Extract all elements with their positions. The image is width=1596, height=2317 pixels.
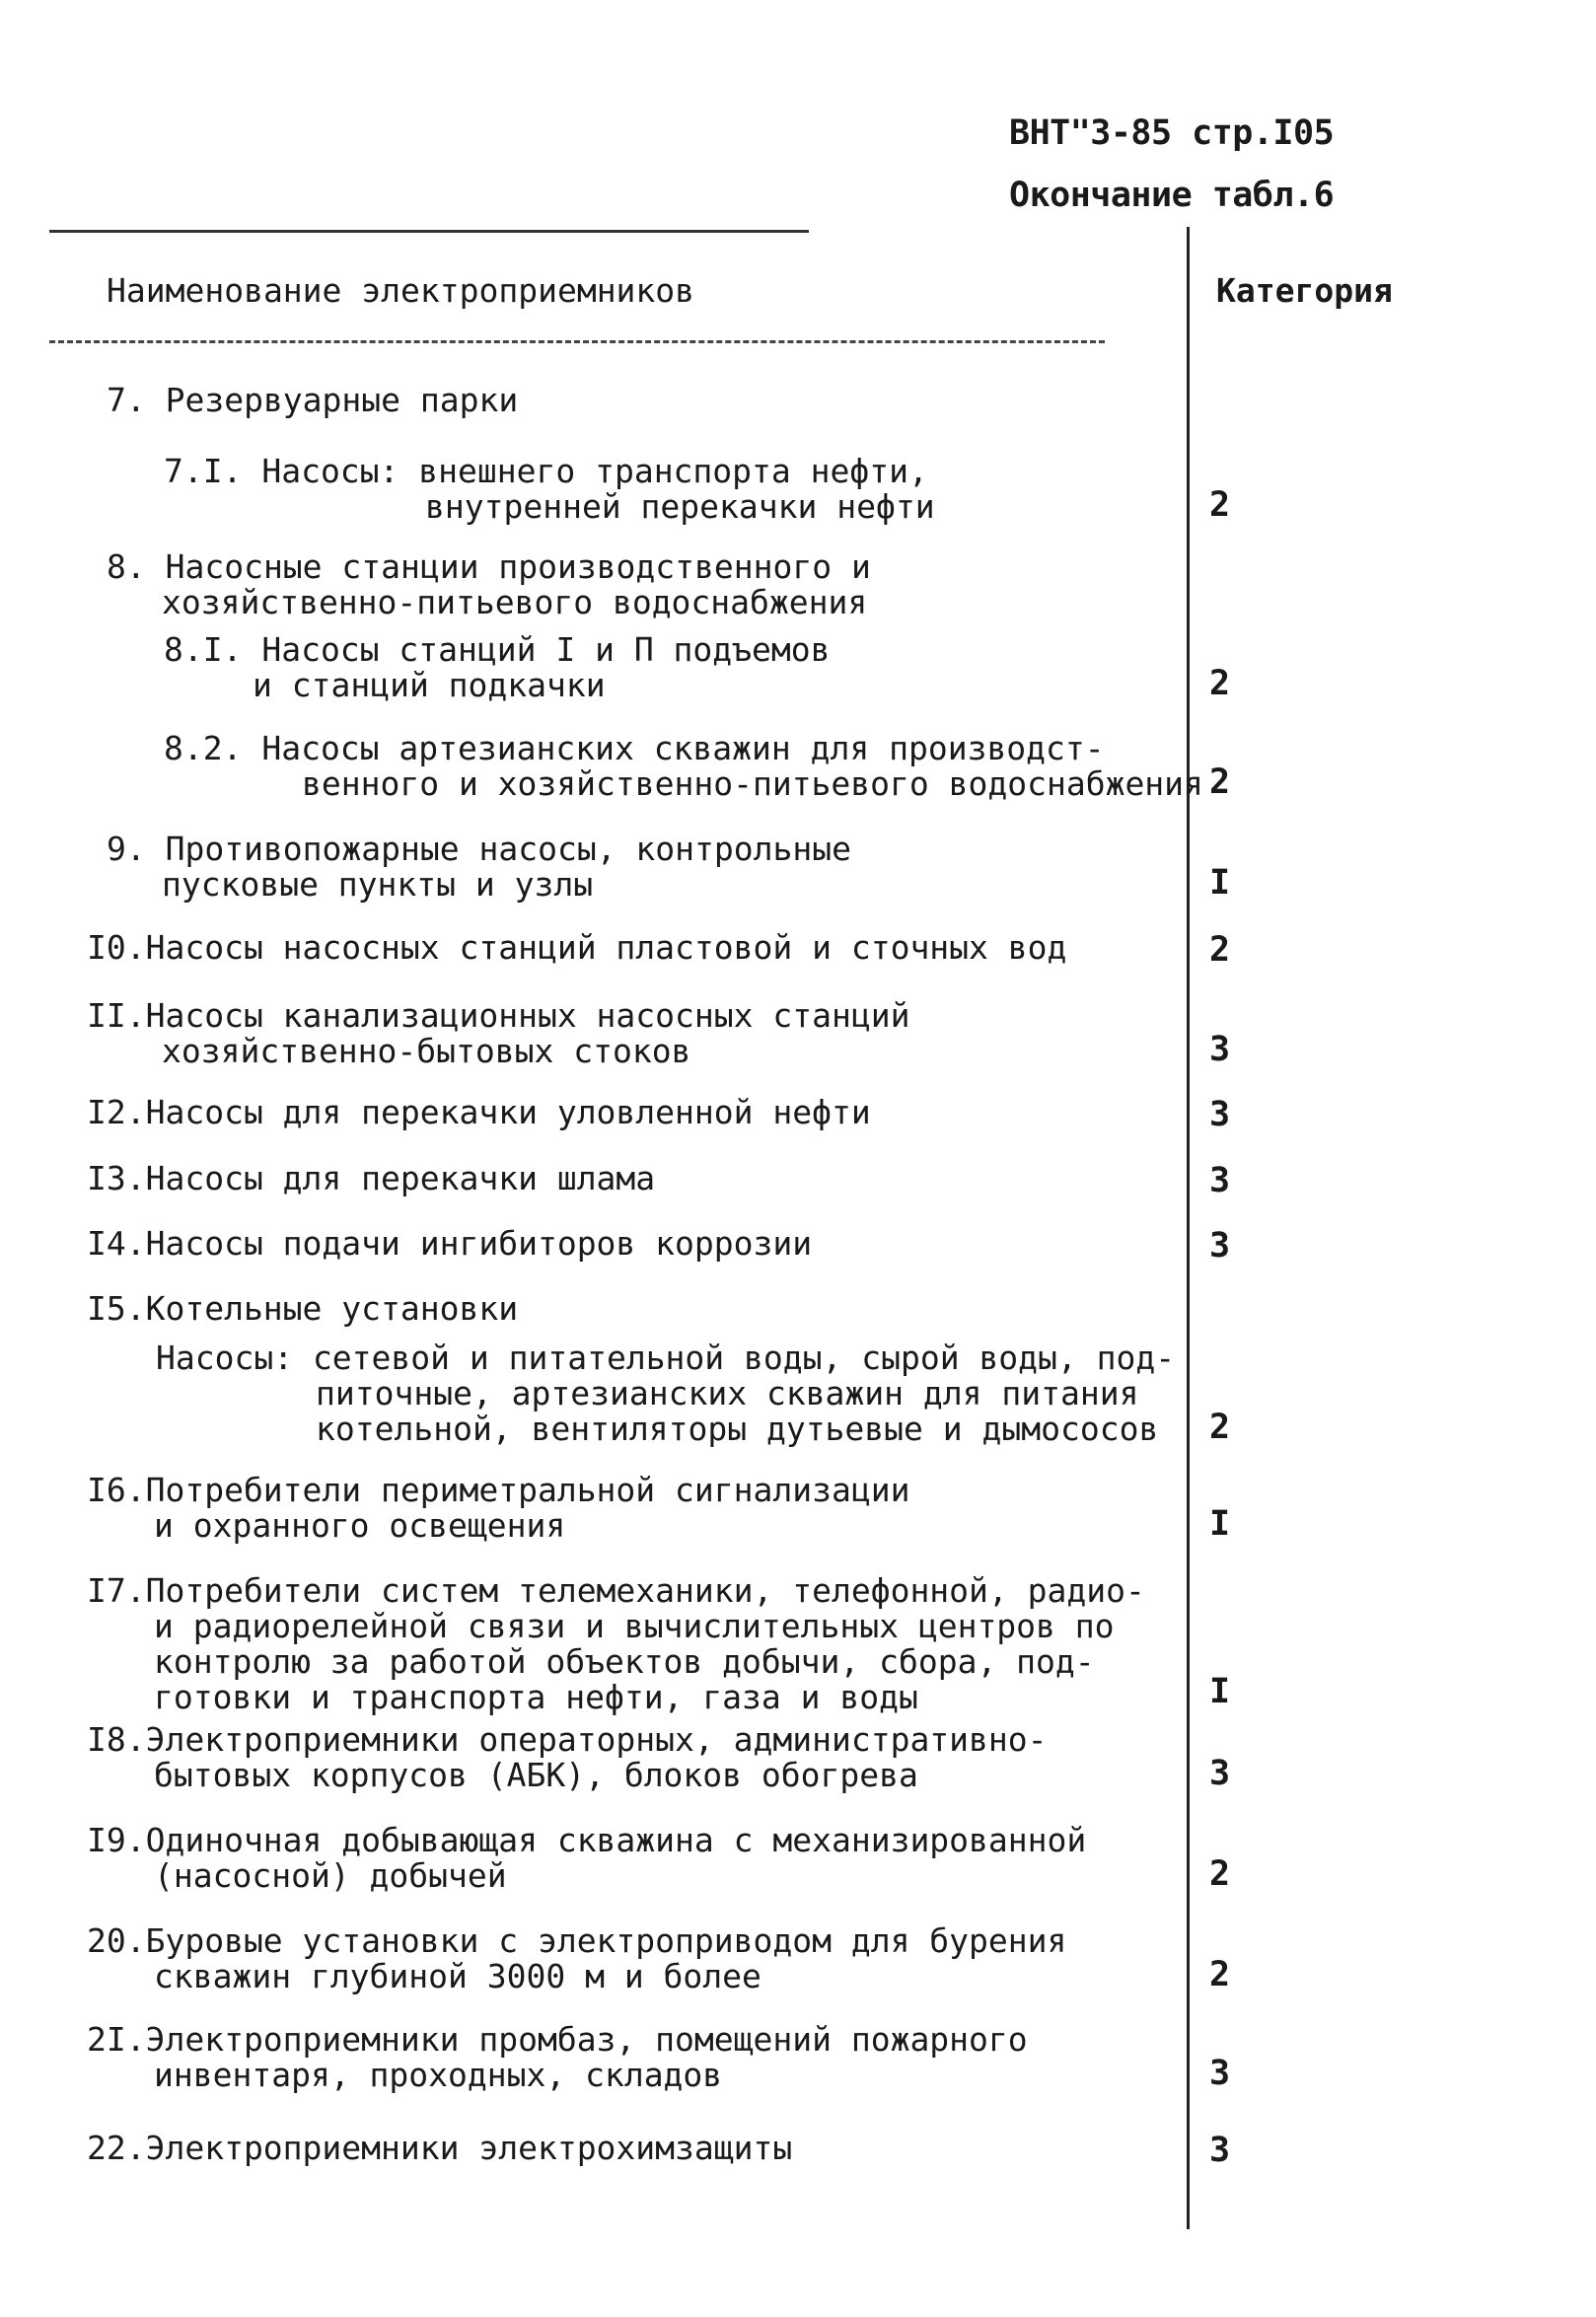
list-item <box>164 632 831 703</box>
item-category: 3 <box>1209 2131 1231 2170</box>
item-category: 2 <box>1209 1955 1231 1994</box>
header-bottom-rule <box>49 340 1105 343</box>
list-item <box>156 1340 1175 1447</box>
item-category: 2 <box>1209 930 1231 970</box>
item-text-line: Насосы: сетевой и питательной воды, сырой воды, под- <box>156 1339 1176 1377</box>
item-text-line: 2I.Электроприемники промбаз, помещений пожарного <box>87 2020 1028 2059</box>
item-category: 2 <box>1209 664 1231 703</box>
list-item <box>87 1473 909 1544</box>
item-category: 3 <box>1209 1226 1231 1266</box>
list-item <box>87 998 909 1069</box>
item-text-line: I7.Потребители систем телемеханики, телефонной, радио- <box>87 1571 1145 1610</box>
list-item <box>107 383 518 418</box>
item-text-line: 8.I. Насосы станций I и П подъемов <box>164 630 831 669</box>
item-category: 2 <box>1209 762 1231 802</box>
item-category: 3 <box>1209 1030 1231 1069</box>
item-text-line: 8.2. Насосы артезианских скважин для производст- <box>164 729 1105 767</box>
item-text-line: I4.Насосы подачи ингибиторов коррозии <box>87 1224 813 1263</box>
list-item <box>87 2022 1028 2093</box>
item-text-line: I6.Потребители периметральной сигнализации <box>87 1471 910 1509</box>
list-item <box>87 930 1066 966</box>
item-text-line: I9.Одиночная добывающая скважина с механизированной <box>87 1821 1087 1859</box>
item-text-line: I2.Насосы для перекачки уловленной нефти <box>87 1093 871 1131</box>
list-item <box>87 1722 1048 1793</box>
item-text-line: внутренней перекачки нефти <box>425 487 935 526</box>
item-text-line: (насосной) добычей <box>154 1856 507 1895</box>
item-text-line: I8.Электроприемники операторных, административно- <box>87 1720 1048 1759</box>
item-text-line: I3.Насосы для перекачки шлама <box>87 1159 656 1197</box>
item-text-line: котельной, вентиляторы дутьевые и дымососов <box>316 1410 1159 1448</box>
item-category: I <box>1209 1504 1231 1544</box>
item-text-line: и радиорелейной связи и вычислительных центров по <box>154 1607 1115 1645</box>
item-text-line: и станций подкачки <box>253 666 606 704</box>
item-category: 2 <box>1209 485 1231 525</box>
item-text-line: I0.Насосы насосных станций пластовой и сточных вод <box>87 928 1067 967</box>
document-page-id: ВНТ"3-85 стр.I05 <box>1009 113 1335 153</box>
item-text-line: бытовых корпусов (АБК), блоков обогрева <box>154 1756 918 1794</box>
item-text-line: 9. Противопожарные насосы, контрольные <box>107 830 851 868</box>
table-continuation-label: Окончание табл.6 <box>1009 176 1335 215</box>
item-text-line: 7.I. Насосы: внешнего транспорта нефти, <box>164 452 928 490</box>
item-category: 3 <box>1209 1095 1231 1134</box>
item-text-line: контролю за работой объектов добычи, сбора, под- <box>154 1642 1095 1681</box>
list-item <box>87 1226 812 1262</box>
list-item <box>87 1161 655 1196</box>
item-category: 3 <box>1209 2054 1231 2093</box>
list-item <box>107 549 871 620</box>
item-text-line: 7. Резервуарные парки <box>107 381 519 419</box>
column-header-name: Наименование электроприемников <box>107 271 695 310</box>
column-header-category: Категория <box>1216 271 1393 310</box>
list-item <box>87 1573 1145 1715</box>
item-text-line: инвентаря, проходных, складов <box>154 2056 723 2094</box>
list-item <box>87 1291 518 1327</box>
list-item <box>164 731 1203 802</box>
list-item <box>87 1923 1066 1994</box>
item-category: 3 <box>1209 1754 1231 1793</box>
item-category: I <box>1209 1672 1231 1711</box>
list-item <box>87 1823 1086 1894</box>
item-category: 3 <box>1209 1161 1231 1200</box>
list-item <box>164 454 935 525</box>
item-text-line: II.Насосы канализационных насосных станций <box>87 996 910 1035</box>
item-text-line: венного и хозяйственно-питьевого водоснабжения <box>302 764 1203 803</box>
item-text-line: готовки и транспорта нефти, газа и воды <box>154 1678 918 1716</box>
item-category: I <box>1209 863 1231 903</box>
item-text-line: хозяйственно-питьевого водоснабжения <box>162 583 868 621</box>
item-category: 2 <box>1209 1408 1231 1447</box>
item-text-line: и охранного освещения <box>154 1506 566 1545</box>
list-item <box>107 832 851 903</box>
item-text-line: хозяйственно-бытовых стоков <box>162 1032 691 1070</box>
item-text-line: пусковые пункты и узлы <box>162 865 594 904</box>
item-text-line: 8. Насосные станции производственного и <box>107 547 871 586</box>
item-text-line: питочные, артезианских скважин для питания <box>316 1374 1139 1412</box>
list-item <box>87 2131 792 2166</box>
table-top-rule <box>49 230 809 233</box>
list-item <box>87 1095 871 1130</box>
item-text-line: 22.Электроприемники электрохимзащиты <box>87 2129 793 2167</box>
item-text-line: скважин глубиной 3000 м и более <box>154 1957 762 1995</box>
item-category: 2 <box>1209 1854 1231 1894</box>
column-divider <box>1187 227 1190 2229</box>
item-text-line: I5.Котельные установки <box>87 1289 519 1328</box>
item-text-line: 20.Буровые установки с электроприводом для бурения <box>87 1921 1067 1960</box>
